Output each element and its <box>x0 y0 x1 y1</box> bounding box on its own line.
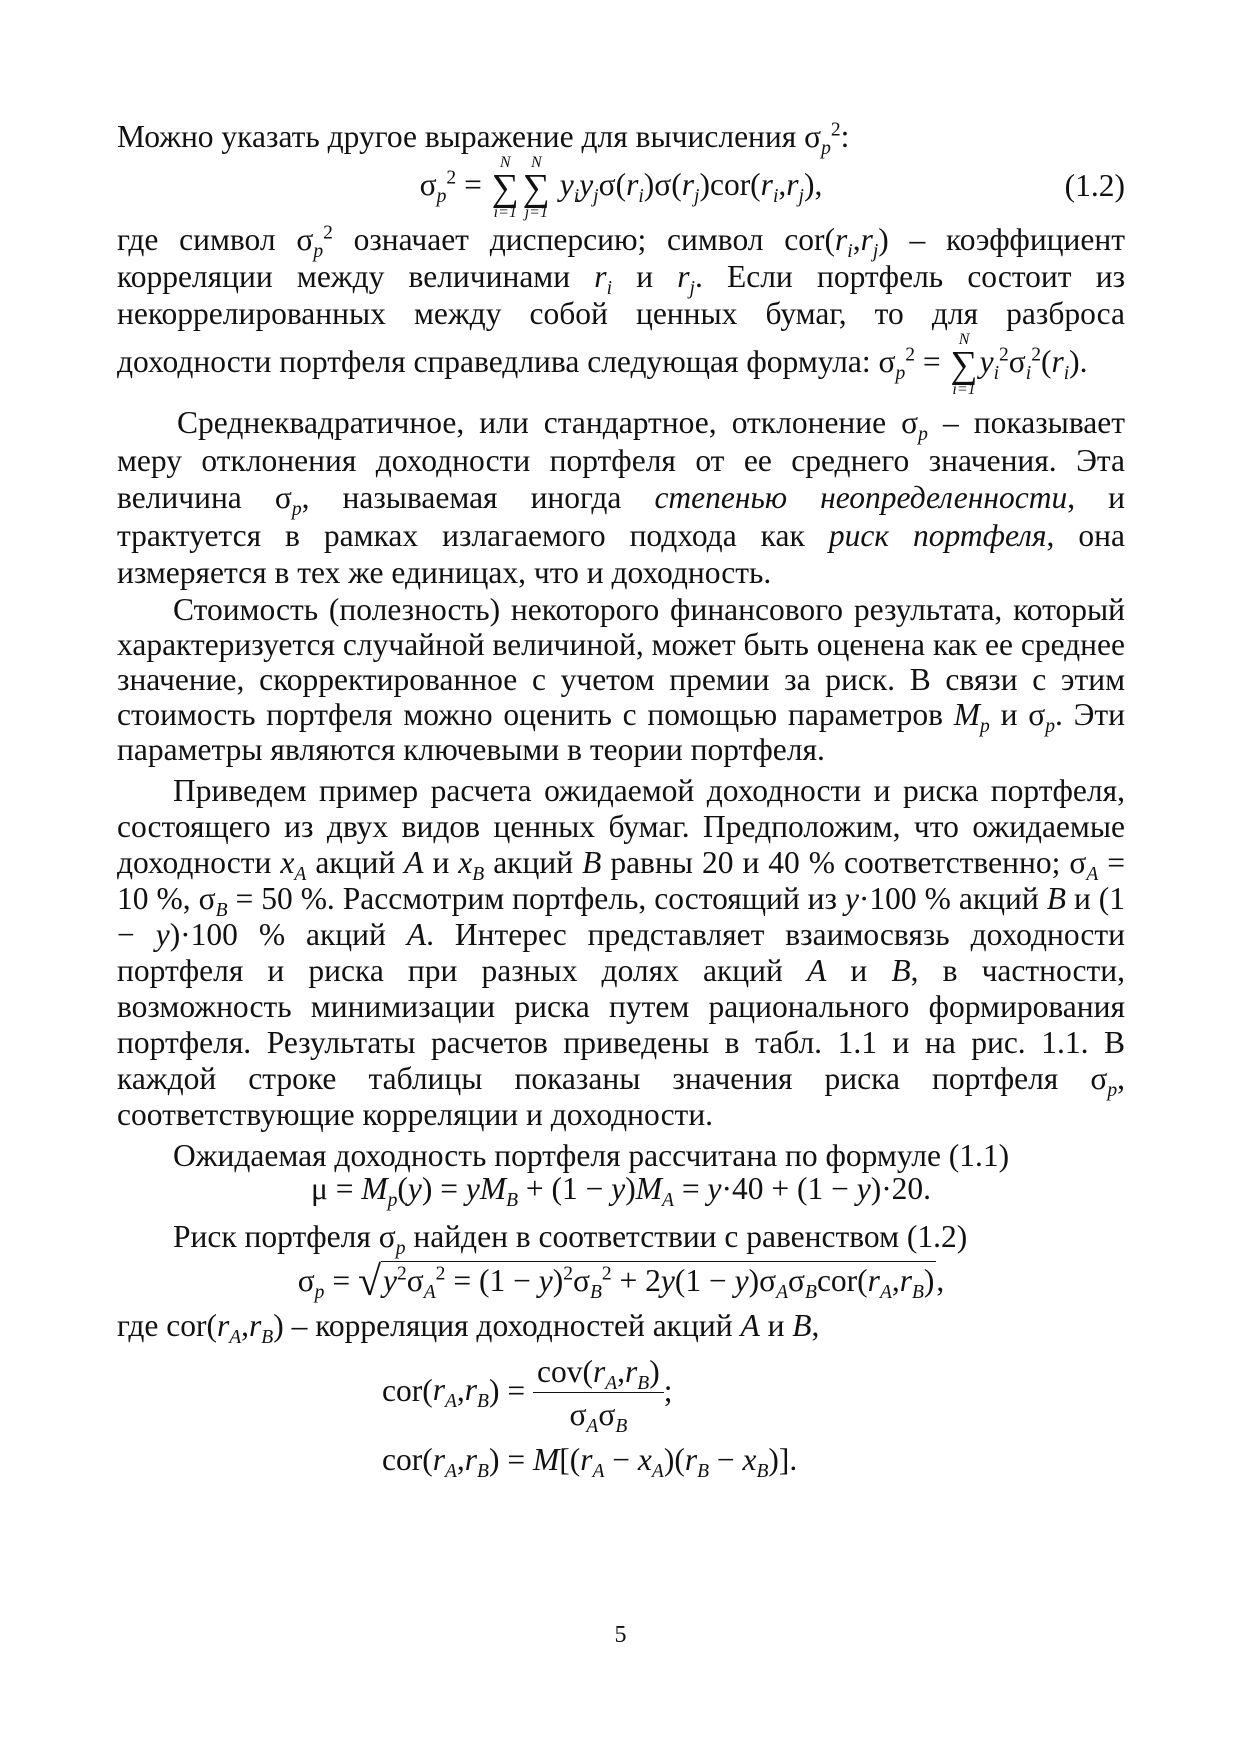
para3: Стоимость (полезность) некоторого финансового результата, который характеризуется случайной величиной, может быть оценена как ее среднее значение, скорректированное с учетом премии за риск. В связи с этим стоимость портфеля можно оценить с помощью параметров $M_p$ и $\sigma_p$. Эти параметры являются ключевыми в теории портфеля. <box>117 591 1126 767</box>
page-content <box>117 118 1126 1482</box>
para1-line5: доходности портфеля справедлива следующая формула: $\sigma_p^2$ = N ∑ i=1 $y_i^2\sigma_i^2(r_i)$. <box>117 331 1088 398</box>
para1-line1: Можно указать другое выражение для вычисления $\sigma_p^2$: <box>117 119 850 159</box>
para2: Среднеквадратичное, или стандартное, отклонение $\sigma_p$ – показывает меру отклонения доходности портфеля от ее среднего значения. Эта величина $\sigma_p$, называемая иногда степенью неопределенности, и трактуется в рамках излагаемого подхода как риск портфеля, она измеряется в тех же единицах, что и доходность. <box>117 405 1126 590</box>
formula-expected-return: $\mu = M_p(y) = yM_B + (1 - y)M_A = y\cdot 40 + (1 - y)\cdot 20$. <box>310 1170 932 1211</box>
formula-1-2: $\sigma_p^2$ = N ∑ i=1 N ∑ j=1 $y_iy_j\sigma(r_i)\sigma(r_j)cor(r_i,r_j)$, (1.2) <box>419 154 1125 221</box>
formula-portfolio-risk: $\sigma_p = √y^2\sigma_A^2 = (1 - y)^2\sigma_B^2 + 2y(1 - y)\sigma_A\sigma_Bcor(r_A,r_B)$, <box>297 1258 945 1305</box>
term-uncertainty: степенью неопределенности <box>654 480 1068 515</box>
para4: Приведем пример расчета ожидаемой доходности и риска портфеля, состоящего из двух видов ценных бумаг. Предположим, что ожидаемые доходности $x_A$ акций A и $x_B$ акций B равны 20 и 40 % соответственно; $\sigma_A = 10$ %, $\sigma_B = 50$ %. Рассмотрим портфель, состоящий из y·100 % акций B и (1 − y)·100 % акций A. Интерес представляет взаимосвязь доходности портфеля и риска при разных долях акций A и B, в частности, возможность минимизации риска путем рационального формирования портфеля. Результаты расчетов приведены в табл. 1.1 и на рис. 1.1. В каждой строке таблицы показаны значения риска портфеля $\sigma_p$, соответствующие корреляции и доходности. <box>117 772 1126 1132</box>
page-number: 5 <box>614 1622 627 1648</box>
term-portfolio-risk: риск портфеля <box>828 517 1047 553</box>
para6: Риск портфеля $\sigma_p$ найден в соответствии с равенством (1.2) <box>173 1218 968 1259</box>
formula-correlation-fraction: $cor(r_A,r_B)$ = $\frac{cov(r_A,r_B)}{\sigma_A\sigma_B}$ ; <box>382 1353 673 1437</box>
formula-correlation-expectation: $cor(r_A,r_B) = M[(r_A - x_A)(r_B - x_B)]$. <box>382 1441 798 1482</box>
para1-body: где символ $\sigma_p^2$ означает дисперсию; символ $cor(r_i,r_j)$ – коэффициент корреляции между величинами $r_i$ и $r_j$. Если портфель состоит из некоррелированных между собой ценных бумаг, то для разброса <box>117 222 1126 331</box>
para5: Ожидаемая доходность портфеля рассчитана по формуле (1.1) <box>173 1137 1010 1173</box>
para7: где $cor(r_A,r_B)$ – корреляция доходностей акций A и B, <box>117 1307 820 1348</box>
equation-number: (1.2) <box>1064 168 1125 203</box>
